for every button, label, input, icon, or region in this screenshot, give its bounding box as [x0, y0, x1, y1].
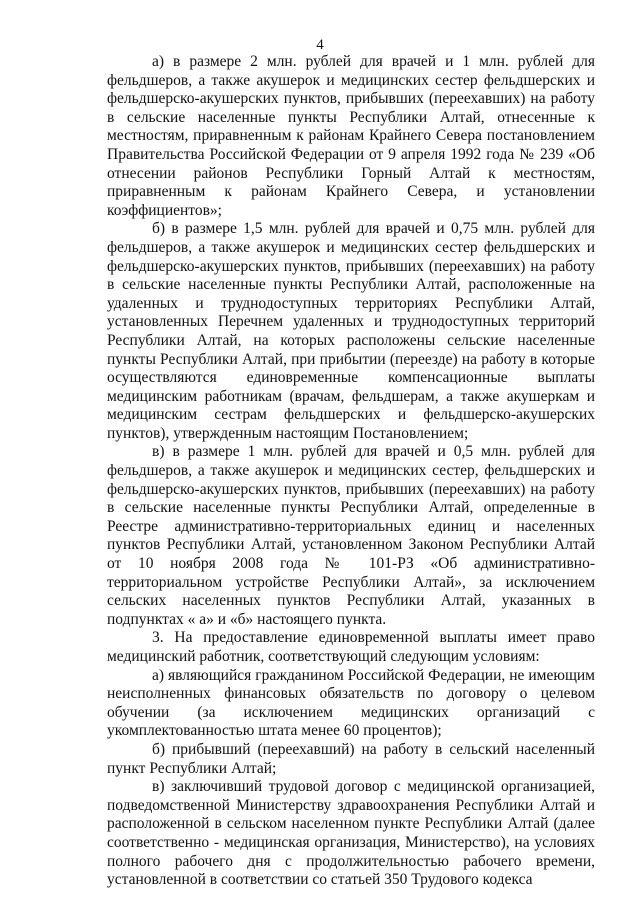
document-body [107, 53, 595, 890]
paragraph-3a: а) являющийся гражданином Российской Федерации, не имеющим неисполненных финансовых обязательств по договору о целевом обучении (за исключением медицинских организаций с укомплектованностью штата менее 60 процентов); [107, 666, 595, 740]
paragraph-2b: б) в размере 1,5 млн. рублей для врачей и 0,75 млн. рублей для фельдшеров, а также акушерок и медицинских сестер фельдшерских и фельдшерско-акушерских пунктов, прибывших (переехавших) на работу в сельские населенные пункты Республики Алтай, расположенные на удаленных и труднодоступных территориях Республики Алтай, установленных Перечнем удаленных и труднодоступных территорий Республики Алтай, на которых расположены сельские населенные пункты Республики Алтай, при прибытии (переезде) на работу в которые осуществляются единовременные компенсационные выплаты медицинским работникам (врачам, фельдшерам, а также акушеркам и медицинским сестрам фельдшерских и фельдшерско-акушерских пунктов), утвержденным настоящим Постановлением; [107, 220, 595, 442]
paragraph-2a: а) в размере 2 млн. рублей для врачей и 1 млн. рублей для фельдшеров, а также акушерок и медицинских сестер фельдшерских и фельдшерско-акушерских пунктов, прибывших (переехавших) на работу в сельские населенные пункты Республики Алтай, отнесенные к местностям, приравненным к районам Крайнего Севера постановлением Правительства Российской Федерации от 9 апреля 1992 года № 239 «Об отнесении районов Республики Горный Алтай к местностям, приравненным к районам Крайнего Севера, и установлении коэффициентов»; [107, 53, 595, 219]
paragraph-2v: в) в размере 1 млн. рублей для врачей и 0,5 млн. рублей для фельдшеров, а также акушерок и медицинских сестер, фельдшерских и фельдшерско-акушерских пунктов, прибывших (переехавших) на работу в сельские населенные пункты Республики Алтай, определенные в Реестре административно-территориальных единиц и населенных пунктов Республики Алтай, установленном Законом Республики Алтай от 10 ноября 2008 года № 101-РЗ «Об административно-территориальном устройстве Республики Алтай», за исключением сельских населенных пунктов Республики Алтай, указанных в подпунктах « а» и «б» настоящего пункта. [107, 443, 595, 628]
paragraph-3b: б) прибывший (переехавший) на работу в сельский населенный пункт Республики Алтай; [107, 740, 595, 777]
page-number: 4 [316, 37, 324, 53]
paragraph-3v: в) заключивший трудовой договор с медицинской организацией, подведомственной Министерству здравоохранения Республики Алтай и расположенной в сельском населенном пункте Республики Алтай (далее соответственно - медицинская организация, Министерство), на условиях полного рабочего дня с продолжительностью рабочего времени, установленной в соответствии со статьей 350 Трудового кодекса [107, 778, 595, 889]
paragraph-3: 3. На предоставление единовременной выплаты имеет право медицинский работник, соответствующий следующим условиям: [107, 629, 595, 665]
